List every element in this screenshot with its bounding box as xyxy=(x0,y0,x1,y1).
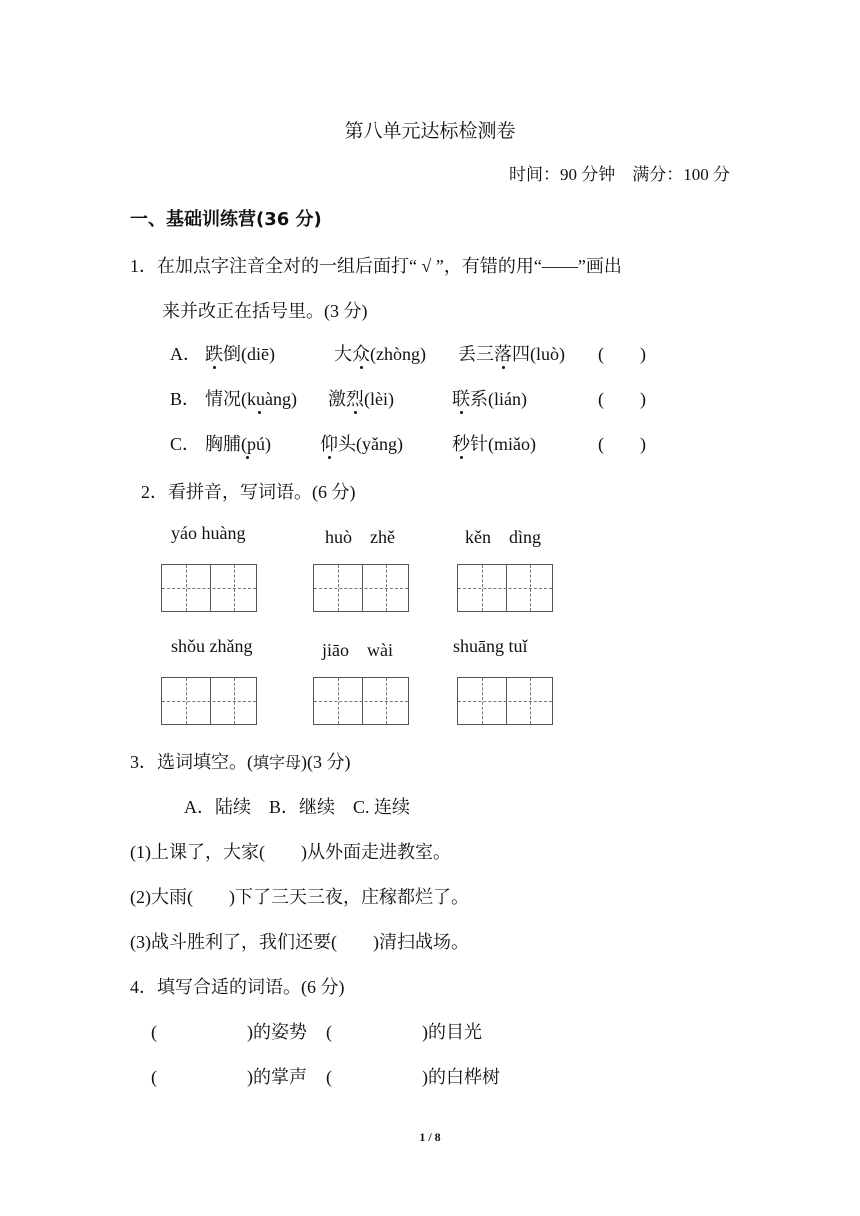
q4-blank[interactable]: ( )的掌声 xyxy=(151,1067,307,1087)
pinyin-label: shuāng tuǐ xyxy=(453,636,528,656)
writing-grid[interactable] xyxy=(313,677,409,725)
row-label: C． xyxy=(170,434,201,454)
exam-meta: 时间：90 分钟 满分：100 分 xyxy=(509,165,730,184)
q3-title: 3．选词填空。(填字母)(3 分) xyxy=(130,752,351,772)
q1-line1: 1．在加点字注音全对的一组后面打“ √ ”，有错的用“——”画出 xyxy=(130,256,622,276)
q4-blank[interactable]: ( )的白桦树 xyxy=(326,1067,500,1087)
word-item: 秒针(miǎo) xyxy=(452,434,536,454)
row-label: A． xyxy=(170,344,201,364)
q3-sentence-3: (3)战斗胜利了，我们还要( )清扫战场。 xyxy=(130,932,469,952)
writing-grid[interactable] xyxy=(457,677,553,725)
pinyin-label: kěn dìng xyxy=(465,527,541,547)
pinyin-label: jiāo wài xyxy=(322,640,393,660)
row-label: B． xyxy=(170,389,201,409)
q2-title: 2．看拼音，写词语。(6 分) xyxy=(141,482,356,502)
writing-grid[interactable] xyxy=(161,677,257,725)
page-title: 第八单元达标检测卷 xyxy=(344,120,516,142)
word-item: 激烈(lèi) xyxy=(328,389,394,409)
section-heading: 一、基础训练营(36 分) xyxy=(130,209,322,230)
q3-options: A．陆续 B．继续 C. 连续 xyxy=(184,797,411,817)
writing-grid[interactable] xyxy=(161,564,257,612)
writing-grid[interactable] xyxy=(313,564,409,612)
writing-grid[interactable] xyxy=(457,564,553,612)
q1-line2: 来并改正在括号里。(3 分) xyxy=(162,301,368,321)
answer-paren[interactable]: ( ) xyxy=(598,344,646,364)
page-number: 1 / 8 xyxy=(419,1130,441,1144)
pinyin-label: yáo huàng xyxy=(171,523,246,543)
q4-title: 4．填写合适的词语。(6 分) xyxy=(130,977,345,997)
word-item: 大众(zhòng) xyxy=(334,344,426,364)
q4-blank[interactable]: ( )的姿势 xyxy=(151,1022,307,1042)
answer-paren[interactable]: ( ) xyxy=(598,434,646,454)
word-item: 丢三落四(luò) xyxy=(458,344,565,364)
word-item: 胸脯(pú) xyxy=(205,434,271,454)
word-item: 跌倒(diē) xyxy=(205,344,275,364)
pinyin-label: shǒu zhǎng xyxy=(171,636,253,656)
pinyin-label: huò zhě xyxy=(325,527,395,547)
word-item: 情况(kuàng) xyxy=(205,389,297,409)
word-item: 联系(lián) xyxy=(452,389,527,409)
q4-blank[interactable]: ( )的目光 xyxy=(326,1022,482,1042)
q3-sentence-2: (2)大雨( )下了三天三夜，庄稼都烂了。 xyxy=(130,887,469,907)
word-item: 仰头(yǎng) xyxy=(320,434,403,454)
answer-paren[interactable]: ( ) xyxy=(598,389,646,409)
q3-sentence-1: (1)上课了，大家( )从外面走进教室。 xyxy=(130,842,451,862)
